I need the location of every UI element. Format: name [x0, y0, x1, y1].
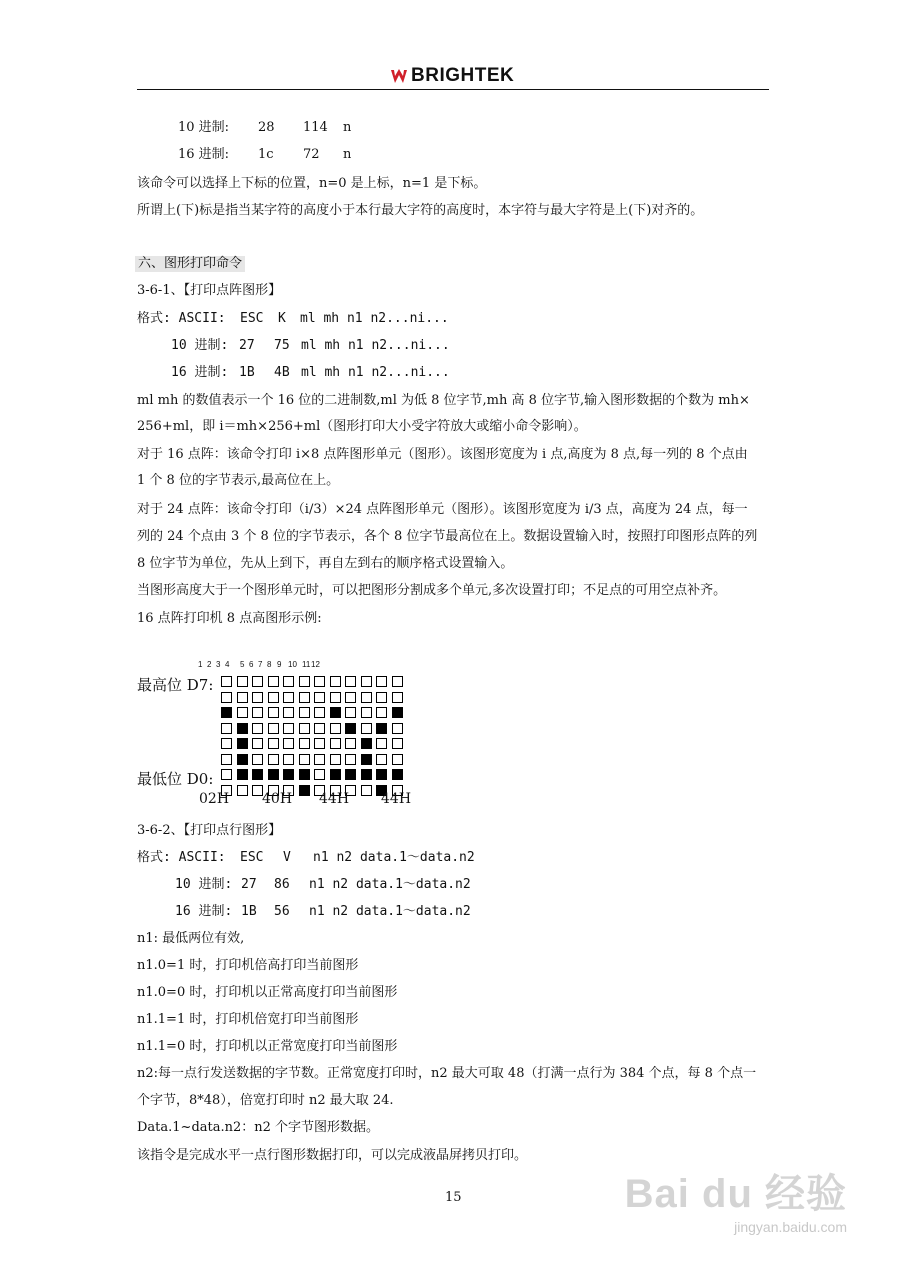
dot-empty [283, 692, 294, 703]
dot-empty [252, 738, 263, 749]
dot-empty [361, 676, 372, 687]
dot-empty [268, 692, 279, 703]
dot-empty [299, 754, 310, 765]
dot-empty [361, 707, 372, 718]
dot-empty [221, 723, 232, 734]
dot-empty [252, 692, 263, 703]
dot-empty [252, 754, 263, 765]
cmd-362-hex-row: 16 进制: 1B 56 n1 n2 data.1～data.n2 [175, 904, 471, 919]
dot-empty [392, 723, 403, 734]
col-number: 9 [277, 660, 282, 669]
dot-filled [361, 769, 372, 780]
cmd-362-n1: n1: 最低两位有效, [137, 931, 245, 946]
dot-empty [314, 769, 325, 780]
col-number: 11 [302, 660, 311, 669]
dot-empty [330, 676, 341, 687]
dot-filled [392, 707, 403, 718]
pre-dec-row: 10 进制: 28 114 n [178, 120, 352, 135]
dot-empty [392, 754, 403, 765]
dot-empty [314, 754, 325, 765]
brightek-logo-icon [390, 67, 408, 85]
dot-filled [237, 723, 248, 734]
cmd-361-title: 3-6-1、【打印点阵图形】 [137, 283, 282, 298]
cmd-361-desc-1a: ml mh 的数值表示一个 16 位的二进制数,ml 为低 8 位字节,mh 高 8 位字节,输入图形数据的个数为 mh× [137, 393, 750, 408]
dot-filled [376, 769, 387, 780]
pre-paragraph-1: 该命令可以选择上下标的位置，n=0 是上标，n=1 是下标。 [137, 176, 487, 191]
cmd-362-n2a: n2:每一点行发送数据的字节数。正常宽度打印时，n2 最大可取 48（打满一点行为 384 个点，每 8 个点一 [137, 1066, 757, 1081]
dot-empty [283, 707, 294, 718]
col-number: 3 [216, 660, 221, 669]
cmd-362-dec-row: 10 进制: 27 86 n1 n2 data.1～data.n2 [175, 877, 471, 892]
dot-empty [361, 692, 372, 703]
brand-logo [390, 65, 514, 87]
cmd-361-dec-row: 10 进制: 27 75 ml mh n1 n2...ni... [171, 338, 450, 353]
cmd-362-n2b: 个字节，8*48），倍宽打印时 n2 最大取 24. [137, 1093, 394, 1108]
cmd-361-desc-1b: 256+ml，即 i＝mh×256+ml（图形打印大小受字符放大或缩小命令影响）。 [137, 419, 587, 434]
dot-empty [376, 738, 387, 749]
dot-empty [299, 692, 310, 703]
dot-empty [268, 723, 279, 734]
cmd-361-desc-4: 当图形高度大于一个图形单元时，可以把图形分割成多个单元,多次设置打印；不足点的可用空点补齐。 [137, 583, 727, 598]
dot-filled [268, 769, 279, 780]
col-number: 5 [240, 660, 245, 669]
dot-filled [361, 738, 372, 749]
dot-filled [237, 754, 248, 765]
cmd-362-line-3: n1.1=1 时，打印机倍宽打印当前图形 [137, 1012, 359, 1027]
dot-empty [252, 707, 263, 718]
cmd-362-line-1: n1.0=1 时，打印机倍高打印当前图形 [137, 958, 359, 973]
dot-empty [268, 738, 279, 749]
dot-empty [221, 692, 232, 703]
dot-empty [268, 707, 279, 718]
dot-empty [252, 723, 263, 734]
cmd-362-line-2: n1.0=0 时，打印机以正常高度打印当前图形 [137, 985, 398, 1000]
dot-empty [283, 754, 294, 765]
dot-empty [252, 676, 263, 687]
cmd-361-desc-3a: 对于 24 点阵：该命令打印（i/3）×24 点阵图形单元（图形）。该图形宽度为 i/3 点，高度为 24 点，每一 [137, 502, 748, 517]
watermark-brand: Bai du 经验 [624, 1172, 847, 1216]
dot-empty [330, 723, 341, 734]
pre-hex-row: 16 进制: 1c 72 n [178, 147, 352, 162]
dot-filled [221, 707, 232, 718]
section-heading: 六、图形打印命令 [135, 256, 245, 272]
dot-filled [283, 769, 294, 780]
pre-paragraph-2: 所谓上(下)标是指当某字符的高度小于本行最大字符的高度时，本字符与最大字符是上(下)对齐的。 [137, 203, 704, 218]
col-number: 2 [207, 660, 212, 669]
dot-filled [392, 769, 403, 780]
cmd-362-data: Data.1~data.n2：n2 个字节图形数据。 [137, 1120, 380, 1135]
dot-empty [314, 676, 325, 687]
dot-filled [252, 769, 263, 780]
dot-empty [345, 738, 356, 749]
dot-filled [345, 723, 356, 734]
dot-empty [376, 707, 387, 718]
dot-empty [268, 754, 279, 765]
col-number: 12 [311, 660, 320, 669]
dot-empty [221, 754, 232, 765]
dot-empty [283, 676, 294, 687]
dot-empty [299, 707, 310, 718]
dot-empty [361, 785, 372, 796]
watermark-url: jingyan.baidu.com [734, 1219, 847, 1235]
dot-empty [376, 692, 387, 703]
dot-empty [345, 692, 356, 703]
page-number: 15 [445, 1190, 462, 1205]
dot-empty [345, 707, 356, 718]
cmd-361-desc-2a: 对于 16 点阵：该命令打印 i×8 点阵图形单元（图形）。该图形宽度为 i 点,高度为 8 点,每一列的 8 个点由 [137, 447, 748, 462]
dot-empty [237, 785, 248, 796]
dot-empty [299, 738, 310, 749]
dot-empty [237, 692, 248, 703]
dot-empty [299, 723, 310, 734]
cmd-362-title: 3-6-2、【打印点行图形】 [137, 823, 282, 838]
dot-filled [361, 754, 372, 765]
col-number: 10 [288, 660, 297, 669]
dot-empty [237, 676, 248, 687]
cmd-361-format-row: 格式: ASCII: ESC K ml mh n1 n2...ni... [137, 311, 449, 326]
dot-empty [345, 676, 356, 687]
dot-filled [237, 769, 248, 780]
dot-empty [330, 738, 341, 749]
dot-empty [345, 754, 356, 765]
hex-value-label: 40H [262, 791, 293, 807]
dot-empty [314, 707, 325, 718]
baidu-watermark [625, 1162, 847, 1235]
dot-empty [221, 738, 232, 749]
cmd-362-line-4: n1.1=0 时，打印机以正常宽度打印当前图形 [137, 1039, 398, 1054]
dot-filled [330, 707, 341, 718]
col-number: 1 [198, 660, 203, 669]
dot-empty [283, 723, 294, 734]
dot-filled [345, 769, 356, 780]
dot-empty [299, 676, 310, 687]
dot-empty [221, 769, 232, 780]
dot-empty [314, 738, 325, 749]
hex-value-label: 44H [381, 791, 412, 807]
dot-empty [330, 754, 341, 765]
lsb-label: 最低位 D0: [137, 770, 214, 788]
cmd-361-hex-row: 16 进制: 1B 4B ml mh n1 n2...ni... [171, 365, 450, 380]
dot-filled [376, 723, 387, 734]
hex-value-label: 02H [199, 791, 230, 807]
col-number: 6 [249, 660, 254, 669]
dot-empty [392, 676, 403, 687]
dot-empty [221, 676, 232, 687]
header-rule [137, 89, 769, 90]
msb-label: 最高位 D7: [137, 676, 214, 694]
cmd-361-desc-3b: 列的 24 个点由 3 个 8 位的字节表示，各个 8 位字节最高位在上。数据设置输入时，按照打印图形点阵的列 [137, 529, 758, 544]
dot-empty [237, 707, 248, 718]
dot-filled [299, 785, 310, 796]
cmd-361-desc-2b: 1 个 8 位的字节表示,最高位在上。 [137, 473, 340, 488]
dot-empty [376, 676, 387, 687]
col-number: 8 [267, 660, 272, 669]
cmd-361-desc-3c: 8 位字节为单位，先从上到下，再自左到右的顺序格式设置输入。 [137, 556, 514, 571]
dot-empty [314, 723, 325, 734]
dot-empty [268, 676, 279, 687]
dot-filled [237, 738, 248, 749]
dot-empty [361, 723, 372, 734]
dot-empty [283, 738, 294, 749]
cmd-362-note: 该指令是完成水平一点行图形数据打印，可以完成液晶屏拷贝打印。 [137, 1148, 528, 1163]
col-number: 7 [258, 660, 263, 669]
dot-empty [330, 692, 341, 703]
dot-empty [392, 692, 403, 703]
dot-empty [392, 738, 403, 749]
brand-name: BRIGHTEK [411, 65, 515, 86]
dot-empty [314, 692, 325, 703]
dot-filled [330, 769, 341, 780]
hex-value-label: 44H [319, 791, 350, 807]
col-number: 4 [225, 660, 230, 669]
cmd-361-desc-5: 16 点阵打印机 8 点高图形示例: [137, 611, 322, 626]
cmd-362-format-row: 格式: ASCII: ESC V n1 n2 data.1～data.n2 [137, 850, 475, 865]
dot-filled [299, 769, 310, 780]
dot-empty [376, 754, 387, 765]
